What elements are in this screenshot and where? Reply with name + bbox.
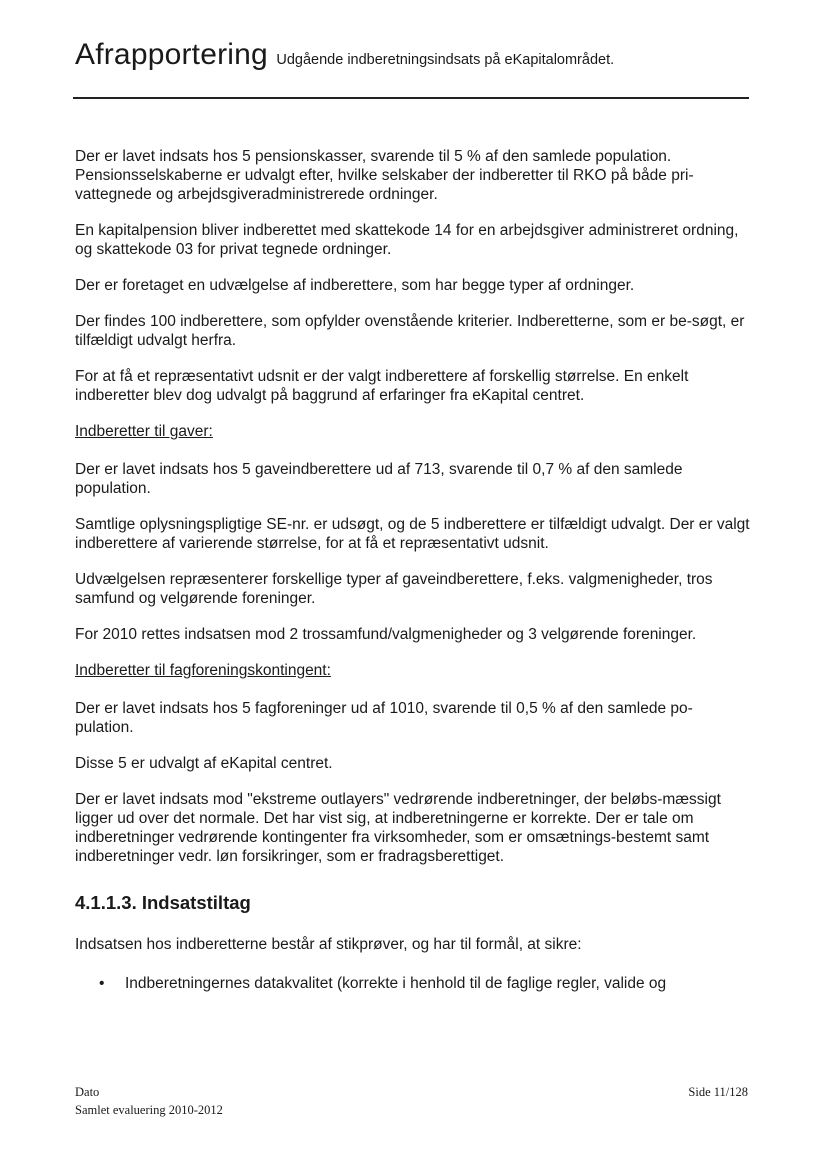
page-footer bbox=[75, 1083, 748, 1119]
page-header bbox=[75, 38, 614, 72]
bullet-item bbox=[75, 974, 751, 993]
header-title: Afrapportering bbox=[75, 38, 268, 71]
paragraph: Udvælgelsen repræsenterer forskellige typer af gaveindberettere, f.eks. valgmenigheder, tros samfund og velgørende foreninger. bbox=[75, 571, 713, 607]
paragraph: Der er lavet indsats mod "ekstreme outlayers" vedrørende indberetninger, der beløbs-mæssigt ligger ud over det normale. Det har vist sig, at indberetningerne er korrekte. Der er tale om indberetninger vedrørende kontingenter fra virksomheder, som er omsætnings-bestemt samt indberetninger vedr. løn forsikringer, som er fradragsberettiget. bbox=[75, 791, 721, 865]
header-subtitle: Udgående indberetningsindsats på eKapitalområdet. bbox=[276, 52, 615, 68]
subheading-fagforening: Indberetter til fagforeningskontingent: bbox=[75, 662, 331, 679]
section-heading: 4.1.1.3. Indsatstiltag bbox=[75, 892, 251, 913]
paragraph: For at få et repræsentativt udsnit er der valgt indberettere af forskellig størrelse. En enkelt indberetter blev dog udvalgt på baggrund af erfaringer fra eKapital centret. bbox=[75, 368, 689, 404]
paragraph: Samtlige oplysningspligtige SE-nr. er udsøgt, og de 5 indberettere er tilfældigt udvalgt. Der er valgt indberettere af varierende størrelse, for at få et repræsentativt udsnit. bbox=[75, 516, 750, 552]
paragraph: Der er lavet indsats hos 5 pensionskasser, svarende til 5 % af den samlede population. Pensionsselskaberne er udvalgt efter, hvilke selskaber der indberetter til RKO på både pri-vattegnede og arbejdsgiveradministrerede ordninger. bbox=[75, 148, 694, 203]
paragraph: En kapitalpension bliver indberettet med skattekode 14 for en arbejdsgiver administreret ordning, og skattekode 03 for privat tegnede ordninger. bbox=[75, 222, 739, 258]
bullet-dot-icon: • bbox=[99, 975, 105, 992]
paragraph: For 2010 rettes indsatsen mod 2 trossamfund/valgmenigheder og 3 velgørende foreninger. bbox=[75, 626, 697, 643]
subheading-gaver: Indberetter til gaver: bbox=[75, 423, 213, 440]
paragraph: Der er lavet indsats hos 5 fagforeninger ud af 1010, svarende til 0,5 % af den samlede po-pulation. bbox=[75, 700, 693, 736]
paragraph: Der findes 100 indberettere, som opfylder ovenstående kriterier. Indberetterne, som er be-søgt, er tilfældigt udvalgt herfra. bbox=[75, 313, 745, 349]
footer-page-number: Side 11/128 bbox=[688, 1085, 748, 1099]
footer-date-label: Dato bbox=[75, 1085, 100, 1099]
bullet-text: Indberetningernes datakvalitet (korrekte i henhold til de faglige regler, valide og bbox=[125, 975, 667, 992]
header-divider bbox=[73, 97, 749, 99]
footer-report-name: Samlet evaluering 2010-2012 bbox=[75, 1103, 223, 1117]
paragraph: Der er lavet indsats hos 5 gaveindberettere ud af 713, svarende til 0,7 % af den samlede population. bbox=[75, 461, 683, 497]
document-body bbox=[75, 147, 751, 993]
paragraph: Indsatsen hos indberetterne består af stikprøver, og har til formål, at sikre: bbox=[75, 936, 582, 953]
paragraph: Der er foretaget en udvælgelse af indberettere, som har begge typer af ordninger. bbox=[75, 277, 635, 294]
paragraph: Disse 5 er udvalgt af eKapital centret. bbox=[75, 755, 333, 772]
